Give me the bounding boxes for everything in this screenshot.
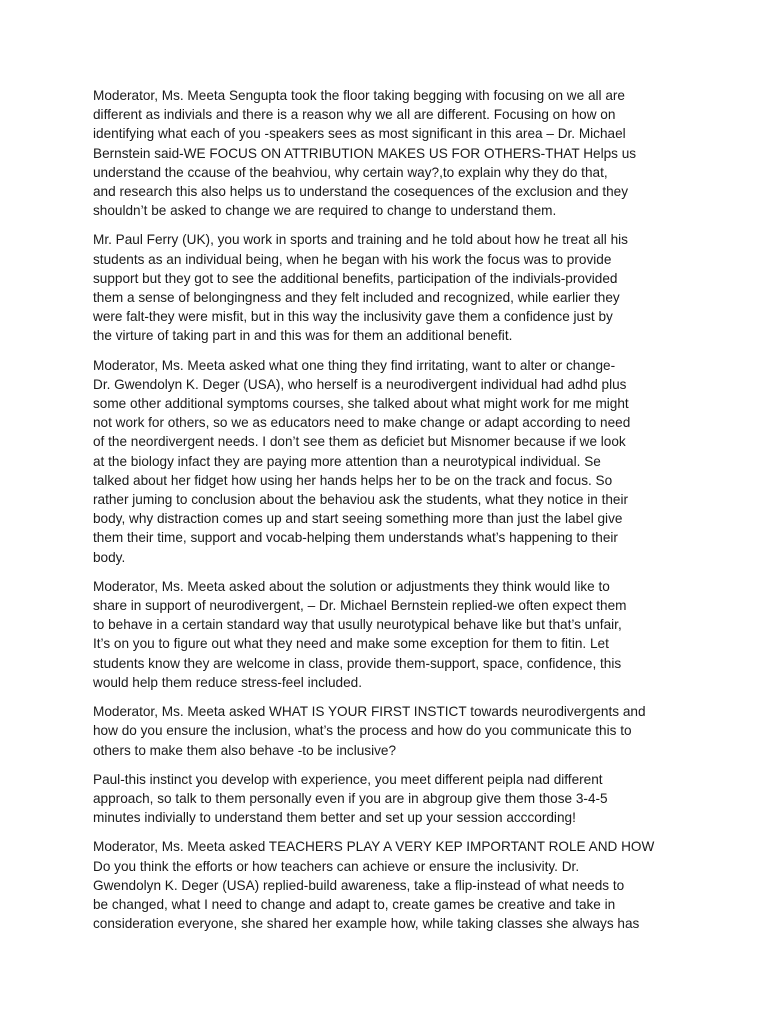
paragraph	[93, 577, 678, 692]
text-line: not work for others, so we as educators need to make change or adapt according to need	[93, 415, 631, 431]
text-line: It’s on you to figure out what they need and make some exception for them to fitin. Let	[93, 636, 609, 652]
text-line: Bernstein said-WE FOCUS ON ATTRIBUTION MAKES US FOR OTHERS-THAT Helps us	[93, 145, 637, 161]
paragraph	[93, 230, 678, 345]
text-line: them a sense of belongingness and they felt included and recognized, while earlier they	[93, 290, 620, 306]
text-line: others to make them also behave -to be inclusive?	[93, 742, 397, 758]
paragraph	[93, 702, 678, 760]
text-line: consideration everyone, she shared her example how, while taking classes she always has	[93, 916, 640, 932]
text-line: at the biology infact they are paying more attention than a neurotypical individual. Se	[93, 453, 601, 469]
text-line: students as an individual being, when he began with his work the focus was to provide	[93, 251, 612, 267]
text-line: of the neordivergent needs. I don’t see them as deficiet but Misnomer because if we look	[93, 434, 626, 450]
paragraph	[93, 770, 678, 828]
text-line: the virture of taking part in and this was for them an additional benefit.	[93, 328, 513, 344]
text-line: approach, so talk to them personally even if you are in abgroup give them those 3-4-5	[93, 790, 608, 806]
text-line: talked about her fidget how using her hands helps her to be on the track and focus. So	[93, 472, 613, 488]
text-line: minutes indivially to understand them better and set up your session acccording!	[93, 810, 576, 826]
text-line: shouldn’t be asked to change we are required to change to understand them.	[93, 203, 557, 219]
paragraph	[93, 86, 678, 220]
text-line: to behave in a certain standard way that usully neurotypical behave like but that’s unfair,	[93, 617, 622, 633]
text-line: students know they are welcome in class, provide them-support, space, confidence, this	[93, 655, 622, 671]
document-body	[93, 86, 678, 943]
text-line: support but they got to see the additional benefits, participation of the indivials-provided	[93, 270, 618, 286]
text-line: be changed, what I need to change and adapt to, create games be creative and take in	[93, 896, 616, 912]
text-line: body, why distraction comes up and start seeing something more than just the label give	[93, 511, 623, 527]
text-line: different as indivials and there is a reason why we all are different. Focusing on how on	[93, 107, 616, 123]
text-line: them their time, support and vocab-helping them understands what’s happening to their	[93, 530, 618, 546]
text-line: how do you ensure the inclusion, what’s the process and how do you communicate this to	[93, 723, 632, 739]
text-line: body.	[93, 549, 126, 565]
text-line: Moderator, Ms. Meeta Sengupta took the floor taking begging with focusing on we all are	[93, 88, 625, 103]
text-line: would help them reduce stress-feel included.	[93, 674, 363, 690]
text-line: Moderator, Ms. Meeta asked about the solution or adjustments they think would like to	[93, 578, 610, 594]
text-line: Dr. Gwendolyn K. Deger (USA), who herself is a neurodivergent individual had adhd plus	[93, 376, 627, 392]
paragraph	[93, 837, 678, 933]
paragraph	[93, 356, 678, 567]
text-line: Do you think the efforts or how teachers can achieve or ensure the inclusivity. Dr.	[93, 858, 580, 874]
text-line: rather juming to conclusion about the behaviou ask the students, what they notice in their	[93, 492, 629, 508]
text-line: Mr. Paul Ferry (UK), you work in sports and training and he told about how he treat all his	[93, 232, 628, 248]
text-line: some other additional symptoms courses, she talked about what might work for me might	[93, 396, 629, 412]
text-line: Paul-this instinct you develop with experience, you meet different peipla nad different	[93, 771, 603, 787]
text-line: Moderator, Ms. Meeta asked WHAT IS YOUR FIRST INSTICT towards neurodivergents and	[93, 704, 646, 720]
text-line: were falt-they were misfit, but in this way the inclusivity gave them a confidence just by	[93, 309, 613, 325]
text-line: Moderator, Ms. Meeta asked what one thing they find irritating, want to alter or change-	[93, 357, 616, 373]
text-line: Moderator, Ms. Meeta asked TEACHERS PLAY A VERY KEP IMPORTANT ROLE AND HOW	[93, 839, 655, 855]
text-line: identifying what each of you -speakers sees as most significant in this area – Dr. Michael	[93, 126, 626, 142]
text-line: share in support of neurodivergent, – Dr. Michael Bernstein replied-we often expect them	[93, 598, 627, 614]
text-line: understand the ccause of the beahviou, why certain way?,to explain why they do that,	[93, 164, 608, 180]
text-line: Gwendolyn K. Deger (USA) replied-build awareness, take a flip-instead of what needs to	[93, 877, 625, 893]
text-line: and research this also helps us to understand the cosequences of the exclusion and they	[93, 184, 629, 200]
